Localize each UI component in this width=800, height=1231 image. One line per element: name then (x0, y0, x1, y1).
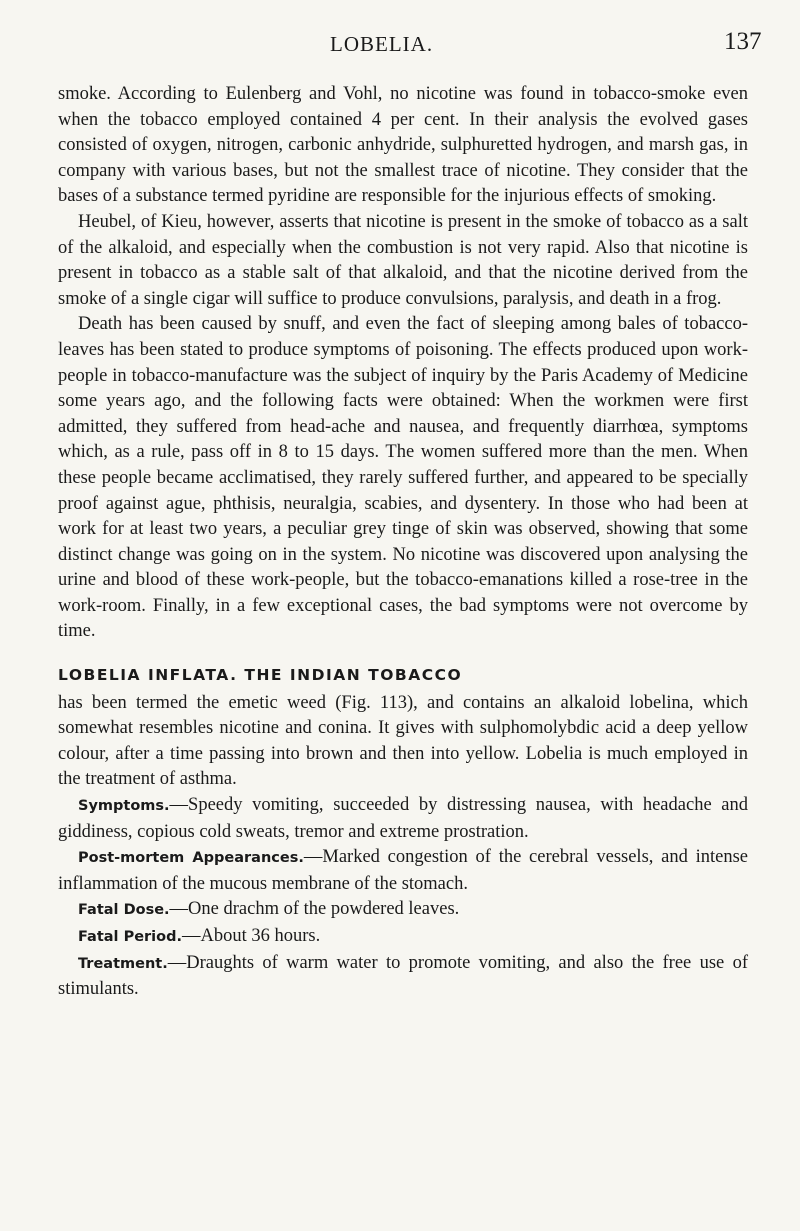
entry-treatment (58, 951, 748, 1003)
entry-fatal-dose (58, 897, 748, 924)
entry-post-mortem (58, 845, 748, 897)
entry-text: —Speedy vomiting, succeeded by distressing nausea, with headache and giddiness, copious cold sweats, tremor and extreme prostration. (58, 795, 748, 842)
entry-fatal-period (58, 924, 748, 951)
running-head (0, 28, 800, 64)
entry-label: Symptoms. (78, 798, 170, 815)
section-intro: has been termed the emetic weed (Fig. 113), and contains an alkaloid lobelina, which somewhat resembles nicotine and conina. It gives with sulphomolybdic acid a deep yellow colour, after a time passing into brown and then into yellow. Lobelia is much employed in the treatment of asthma. (58, 692, 748, 790)
entry-label: Fatal Period. (78, 929, 183, 945)
entry-label: Post-mortem Appearances. (78, 850, 304, 867)
entry-text: —Marked congestion of the cerebral vessels, and intense inflammation of the mucous membrane of the stomach. (58, 847, 748, 894)
entry-text: —One drachm of the powdered leaves. (169, 899, 460, 920)
entry-text: —About 36 hours. (182, 926, 321, 946)
section-heading: LOBELIA INFLATA. THE INDIAN TOBACCO (58, 666, 463, 685)
entry-label: Treatment. (78, 955, 168, 972)
entry-symptoms (58, 793, 748, 845)
paragraph-heubel: Heubel, of Kieu, however, asserts that nicotine is present in the smoke of tobacco as a salt of the alkaloid, and especially when the combustion is not very rapid. Also that nicotine is present in tobacco as a stable salt of that alkaloid, and that the nicotine derived from the smoke of a single cigar will suffice to produce convulsions, paralysis, and death in a frog. (58, 211, 748, 309)
entry-label: Fatal Dose. (78, 902, 170, 919)
paragraph-continued: smoke. According to Eulenberg and Vohl, no nicotine was found in tobacco-smoke even when the tobacco employed contained 4 per cent. In their analysis the evolved gases consisted of oxygen, nitrogen, carbonic anhydride, sulphuretted hydrogen, and marsh gas, in company with various bases, but not the smallest trace of nicotine. They consider that the bases of a substance termed pyridine are responsible for the injurious effects of smoking. (58, 84, 748, 207)
page-number: 137 (724, 28, 762, 55)
running-title: LOBELIA. (330, 32, 434, 56)
paragraph-snuff: Death has been caused by snuff, and even the fact of sleeping among bales of tobacco-leaves has been stated to produce symptoms of poisoning. The effects produced upon work-people in tobacco-manufacture was the subject of inquiry by the Paris Academy of Medicine some years ago, and the following facts were obtained: When the workmen were first admitted, they suffered from head-ache and nausea, and frequently diarrhœa, symptoms which, as a rule, pass off in 8 to 15 days. The women suffered more than the men. When these people became acclimatised, they rarely suffered further, and appeared to be specially proof against ague, phthisis, neuralgia, scabies, and dysentery. In those who had been at work for at least two years, a peculiar grey tinge of skin was observed, showing that some distinct change was going on in the system. No nicotine was discovered upon analysing the urine and blood of these work-people, but the tobacco-emanations killed a rose-tree in the work-room. Finally, in a few exceptional cases, the bad symptoms were not overcome by time. (58, 314, 748, 642)
entry-text: —Draughts of warm water to promote vomiting, and also the free use of stimulants. (58, 952, 748, 1000)
body-text (58, 82, 748, 1003)
